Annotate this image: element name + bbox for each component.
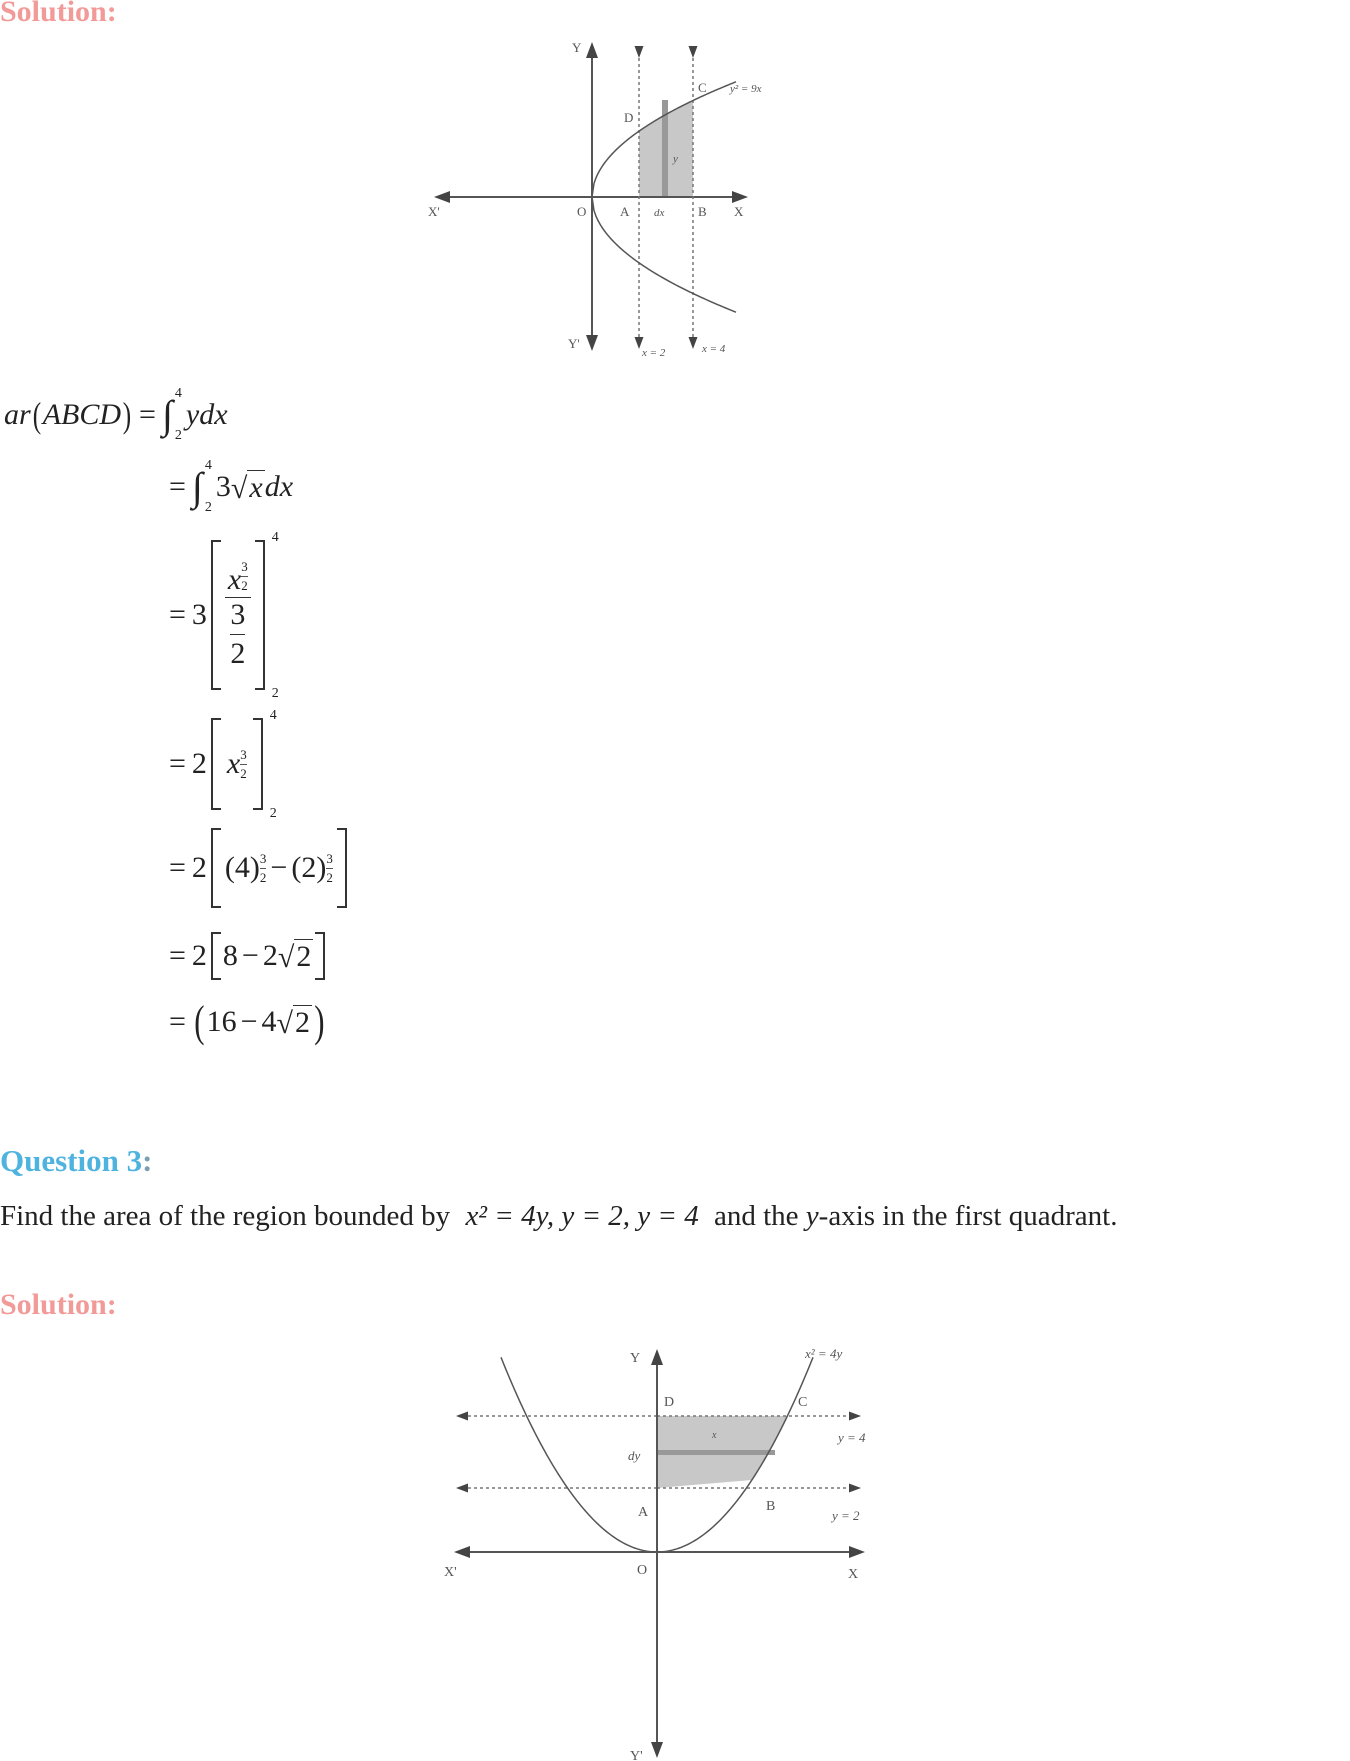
integral-sign: ∫: [161, 392, 173, 437]
question-title: Question 3: [0, 1143, 143, 1178]
label-c: C: [798, 1395, 808, 1410]
label-d: D: [664, 1395, 675, 1410]
label-b: B: [698, 204, 707, 219]
label-o: O: [577, 204, 587, 219]
upper-limit: 4: [269, 708, 277, 723]
label-x: X: [734, 204, 744, 219]
strip: [657, 1450, 775, 1455]
lower-limit: 2: [204, 500, 212, 515]
label-y-strip: y: [673, 153, 678, 165]
equals: =: [169, 1005, 186, 1038]
radicand: 2: [296, 940, 312, 973]
bracket: [211, 708, 277, 821]
parabola-diagram-2: [430, 1320, 910, 1761]
label-b: B: [766, 1499, 776, 1514]
paren-right: ): [122, 395, 132, 435]
exponent-fraction: [326, 851, 333, 886]
sqrt-x: [231, 470, 265, 504]
den-den: 2: [230, 637, 246, 671]
question-text-pre: Find the area of the region bounded by: [0, 1200, 458, 1232]
equals: =: [169, 470, 186, 503]
term-4: (4): [224, 851, 260, 884]
radicand: x: [249, 471, 263, 504]
label-curve: x² = 4y: [805, 1346, 843, 1361]
denominator: [227, 598, 248, 671]
label-y-neg: Y': [568, 336, 580, 351]
label-y2: y = 2: [832, 1508, 860, 1523]
minus: −: [240, 1005, 258, 1038]
bracket: [211, 530, 279, 701]
label-x-neg: X': [428, 204, 440, 219]
label-d: D: [624, 110, 634, 125]
exponent-fraction: [260, 851, 267, 886]
equals: =: [169, 598, 186, 631]
lower-limit: 2: [269, 806, 277, 821]
exp-den: 2: [240, 765, 247, 781]
dx: dx: [264, 470, 294, 503]
question-colon: :: [142, 1143, 153, 1178]
paren-left: (: [194, 997, 205, 1046]
label-c: C: [698, 80, 707, 95]
equals: =: [139, 398, 156, 431]
den-num: 3: [230, 598, 246, 632]
integral: [162, 386, 186, 444]
step-6: [163, 932, 329, 980]
numerator: [225, 559, 251, 597]
question-text: [0, 1200, 1117, 1233]
solution-heading-2: Solution:: [0, 1288, 117, 1321]
exp-num: 3: [326, 850, 333, 866]
upper-limit: 4: [204, 458, 212, 473]
radical-sign: √: [276, 1007, 293, 1040]
question-text-mid: and the: [706, 1200, 806, 1232]
step-7: [163, 997, 327, 1046]
parabola-diagram-1: [420, 30, 800, 360]
radicand: 2: [294, 1006, 310, 1039]
label-y: Y: [572, 40, 582, 55]
coefficient: 3: [215, 470, 231, 503]
solution-heading: Solution:: [0, 0, 117, 28]
paren-left: (: [32, 395, 41, 435]
integral: [192, 458, 216, 516]
radical-sign: √: [230, 472, 248, 505]
step-5: [163, 828, 351, 908]
step-2: [163, 458, 293, 516]
label-a: A: [620, 204, 630, 219]
term-2: (2): [291, 851, 327, 884]
question-text-post: -axis in the first quadrant.: [818, 1200, 1118, 1232]
label-x2: x = 2: [642, 347, 666, 359]
bracket: [211, 932, 325, 980]
coefficient: 2: [191, 747, 207, 780]
equals: =: [169, 939, 186, 972]
exp-den: 2: [326, 869, 333, 885]
ar-text: ar: [4, 398, 31, 431]
label-y-neg: Y': [630, 1749, 643, 1761]
sqrt-2: [277, 1005, 312, 1039]
step-3: [163, 530, 279, 701]
label-y: Y: [630, 1351, 641, 1366]
label-x4: x = 4: [702, 343, 726, 355]
exp-den: 2: [259, 869, 267, 885]
label-dx: dx: [654, 207, 665, 219]
exp-den: 2: [241, 577, 248, 593]
exponent-fraction: [241, 559, 248, 594]
x: x: [226, 747, 241, 780]
paren-right: ): [314, 997, 325, 1046]
term-8: 8: [222, 939, 238, 972]
label-y4: y = 4: [838, 1430, 866, 1445]
radical-sign: √: [277, 941, 295, 974]
coefficient: 2: [191, 939, 207, 972]
label-dy: dy: [628, 1448, 641, 1463]
integral-limits: [205, 458, 212, 516]
label-x-neg: X': [444, 1565, 457, 1580]
x: x: [227, 562, 242, 596]
question-heading: [0, 1143, 152, 1179]
term-16: 16: [206, 1005, 237, 1038]
upper-limit: 4: [271, 530, 279, 545]
bracket: [211, 828, 347, 908]
sqrt-2: [278, 939, 313, 973]
lower-limit: 2: [174, 428, 182, 443]
step-4: [163, 708, 277, 821]
integral-sign: ∫: [191, 464, 203, 509]
exp-num: 3: [259, 850, 267, 866]
label-o: O: [637, 1563, 648, 1578]
minus: −: [270, 851, 288, 884]
upper-limit: 4: [174, 386, 182, 401]
step-1: [4, 386, 228, 444]
coefficient: 3: [191, 598, 207, 631]
label-x: X: [848, 1567, 859, 1582]
equals: =: [169, 747, 186, 780]
coefficient: 2: [191, 851, 207, 884]
exp-num: 3: [241, 558, 248, 574]
minus: −: [241, 939, 259, 972]
lower-limit: 2: [271, 686, 279, 701]
question-y: y: [805, 1200, 819, 1232]
fraction: [225, 559, 251, 672]
integral-limits: [175, 386, 182, 444]
label-x-strip: x: [712, 1430, 717, 1441]
question-math: x² = 4y, y = 2, y = 4: [465, 1200, 699, 1232]
abcd-text: ABCD: [42, 398, 122, 431]
equals: =: [169, 851, 186, 884]
label-curve: y² = 9x: [730, 83, 762, 95]
integrand: ydx: [185, 398, 228, 431]
label-a: A: [638, 1505, 649, 1520]
exp-num: 3: [240, 746, 247, 762]
coefficient-2: 2: [262, 939, 278, 972]
exponent-fraction: [240, 747, 247, 782]
coefficient-4: 4: [261, 1005, 277, 1038]
